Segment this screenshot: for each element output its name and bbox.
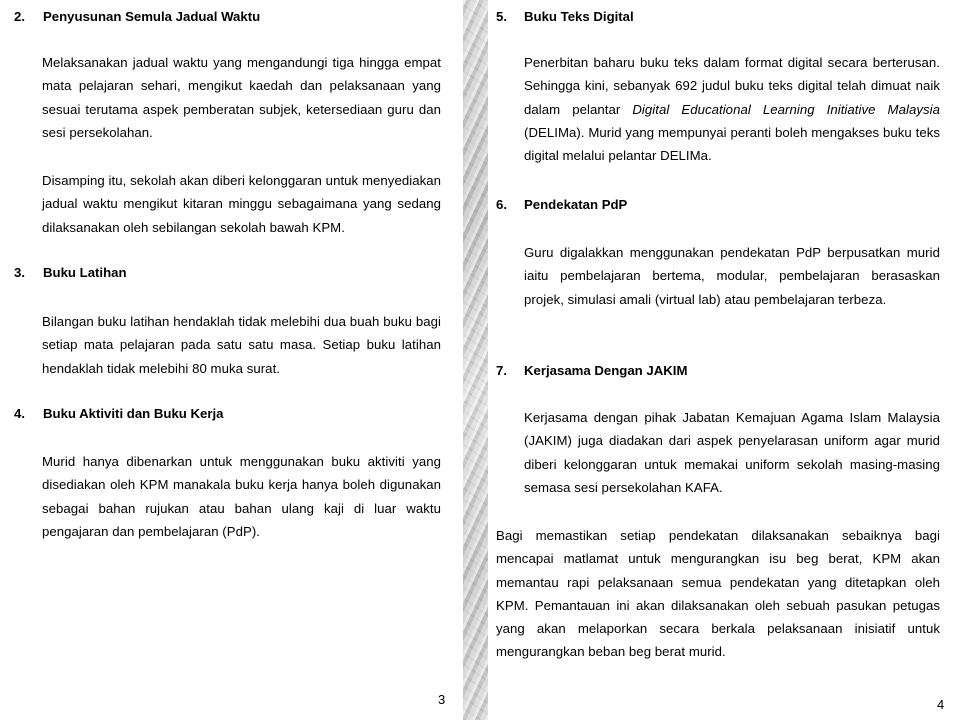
section-3-paragraph: Bilangan buku latihan hendaklah tidak melebihi dua buah buku bagi setiap mata pelajaran pada satu satu masa. Setiap buku latihan hendaklah tidak melebihi 80 muka surat. bbox=[42, 314, 441, 376]
section-2-paragraph-2: Disamping itu, sekolah akan diberi kelonggaran untuk menyediakan jadual waktu mengikut kitaran minggu sebagaimana yang sedang dilaksanakan oleh sebilangan sekolah bawah KPM. bbox=[42, 173, 441, 235]
section-number: 7. bbox=[496, 363, 507, 378]
section-title: Kerjasama Dengan JAKIM bbox=[524, 363, 688, 378]
section-6-paragraph: Guru digalakkan menggunakan pendekatan PdP berpusatkan murid iaitu pembelajaran bertema, modular, pembelajaran berasaskan projek, simulasi amali (virtual lab) atau pembelajaran terbeza. bbox=[524, 245, 940, 307]
left-page bbox=[0, 0, 463, 720]
paragraph-italic-text: Digital Educational Learning Initiative Malaysia bbox=[632, 101, 940, 117]
page-number: 4 bbox=[937, 697, 945, 712]
section-5-paragraph bbox=[524, 51, 940, 167]
section-7-paragraph: Kerjasama dengan pihak Jabatan Kemajuan Agama Islam Malaysia (JAKIM) juga diadakan dari aspek penyelarasan uniform agar murid diberi kelonggaran untuk memakai uniform sekolah masing-masing semasa sesi persekolahan KAFA. bbox=[524, 410, 940, 495]
paragraph-text: Penerbitan baharu buku teks dalam format digital secara berterusan. Sehingga kini, sebanyak 692 judul buku teks digital telah dimuat naik dalam pelantar bbox=[524, 55, 940, 117]
closing-paragraph: Bagi memastikan setiap pendekatan dilaksanakan sebaiknya bagi mencapai matlamat untuk mengurangkan isu beg berat, KPM akan memantau rapi pelaksanaan semua pendekatan yang ditetapkan oleh KPM. Pemantauan ini akan dilaksanakan oleh sebuah pasukan petugas yang akan melaporkan secara berkala pelaksanaan inisiatif untuk mengurangkan beban beg berat murid. bbox=[496, 528, 940, 660]
section-number: 6. bbox=[496, 197, 507, 212]
section-title: Pendekatan PdP bbox=[524, 197, 628, 212]
section-number: 2. bbox=[14, 9, 25, 24]
section-number: 4. bbox=[14, 406, 25, 421]
page-number: 3 bbox=[438, 692, 446, 707]
section-title: Penyusunan Semula Jadual Waktu bbox=[43, 9, 261, 24]
section-2-paragraph-1: Melaksanakan jadual waktu yang mengandungi tiga hingga empat mata pelajaran sehari, mengikut kaedah dan pelaksanaan yang sesuai terutama aspek pemberatan subjek, ketersediaan guru dan sesi persekolahan. bbox=[42, 55, 441, 140]
section-title: Buku Aktiviti dan Buku Kerja bbox=[43, 406, 224, 421]
section-title: Buku Teks Digital bbox=[524, 9, 634, 24]
page-gutter bbox=[463, 0, 488, 720]
right-page bbox=[488, 0, 960, 720]
section-number: 3. bbox=[14, 265, 25, 280]
section-title: Buku Latihan bbox=[43, 265, 127, 280]
section-4-paragraph: Murid hanya dibenarkan untuk menggunakan buku aktiviti yang disediakan oleh KPM manakala buku kerja hanya boleh digunakan sebagai bahan rujukan atau bahan ulang kaji di luar waktu pengajaran dan pembelajaran (PdP). bbox=[42, 454, 441, 539]
paragraph-text: (DELIMa). Murid yang mempunyai peranti boleh mengakses buku teks digital melalui pelantar DELIMa. bbox=[524, 124, 940, 164]
section-number: 5. bbox=[496, 9, 507, 24]
